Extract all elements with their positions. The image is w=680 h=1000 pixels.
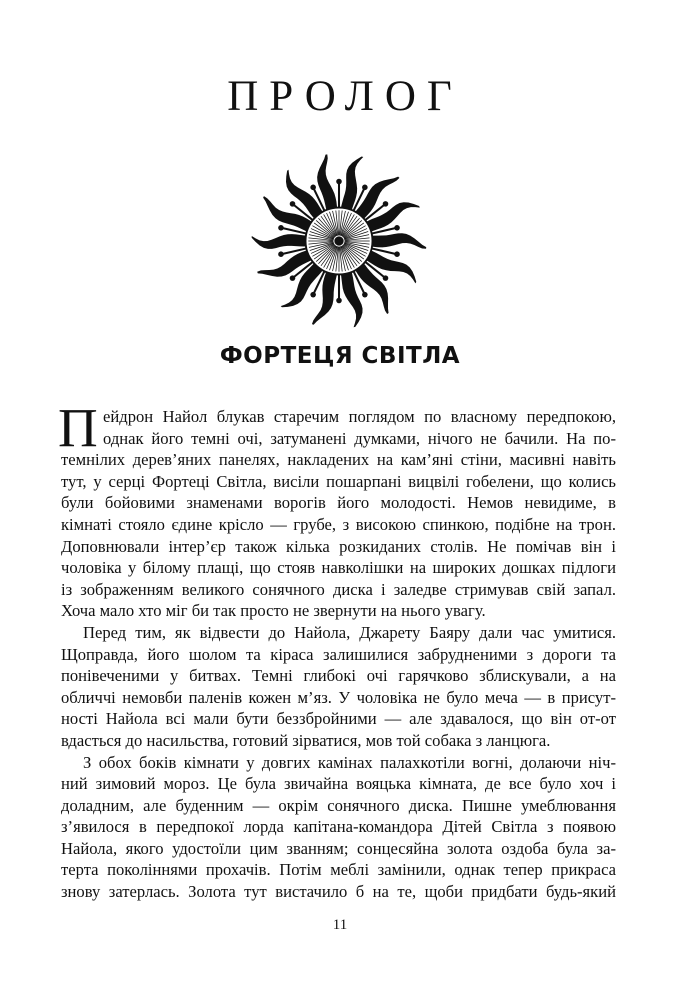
text-line: терта поколіннями прохачів. Потім меблі замінили, однак тепер прикраса: [61, 860, 616, 880]
text-line: із зображенням великого сонячного диска і заледве стримував свій запал.: [61, 579, 616, 599]
text-line: Хоча мало хто міг би так просто не звернути на нього увагу.: [61, 601, 486, 621]
body-text: [58, 397, 616, 903]
text-line: понівеченими у битвах. Темні глибокі очі гарячково зблискували, а на: [61, 666, 616, 686]
text-line: доладним, але буденним — окрім сонячного диска. Пишне умеблювання: [61, 795, 616, 815]
text-line: темнілих дерев’яних панелях, накладених на кам’яні стіни, масивні навіть: [61, 450, 616, 470]
text-line: однак його темні очі, затуманені думками, нічого не бачили. На по-: [103, 428, 616, 448]
text-line: були бойовими знаменами ворогів його молодості. Немов невидиме, в: [61, 493, 616, 513]
section-title: ФОРТЕЦЯ СВІТЛА: [219, 343, 461, 369]
text-line: ний зимовий мороз. Це була звичайна вояцька кімната, де все було хоч і: [61, 774, 616, 794]
text-line: вдасться до насильства, готовий зірватися, мов той собака з ланцюга.: [61, 730, 551, 750]
text-line: Доповнювали інтер’єр також кілька розкиданих столів. Не помічав він і: [61, 536, 616, 556]
text-line: ності Найола всі мали бути беззбройними — але здавалося, що він от-от: [61, 709, 616, 729]
text-line: чоловіка у білому плащі, що стояв навколішки на широких дошках підлоги: [61, 558, 616, 578]
drop-cap: П: [58, 397, 98, 458]
text-line: кімнаті стояло єдине крісло — грубе, з високою спинкою, подібне на трон.: [61, 514, 616, 534]
text-line: Найола, якого удостоїли цим званням; сонцесяйна золота оздоба була за-: [61, 838, 616, 858]
chapter-title: ПРОЛОГ: [227, 73, 463, 120]
text-line: Перед тим, як відвести до Найола, Джарету Баяру дали час умитися.: [83, 622, 616, 642]
text-line: Щоправда, його шолом та кіраса залишилися забрудненими з дороги та: [61, 644, 616, 664]
page-number: 11: [332, 917, 348, 933]
text-line: ейдрон Найол блукав старечим поглядом по власному передпокою,: [103, 407, 616, 426]
text-line: тут, у серці Фортеці Світла, висіли пошарпані вицвілі гобелени, що колись: [61, 471, 616, 491]
sun-ornament-icon: [246, 148, 432, 334]
text-line: знову затерлась. Золота тут вистачило б на те, щоби придбати будь-який: [61, 882, 616, 902]
text-line: З обох боків кімнати у довгих камінах палахкотіли вогні, долаючи ніч-: [83, 752, 616, 772]
text-line: з’явилося в передпокої лорда капітана-командора Дітей Світла з появою: [61, 817, 616, 837]
text-line: обличчі немовби паленів кожен м’яз. У чоловіка не було меча — в присут-: [61, 687, 616, 707]
